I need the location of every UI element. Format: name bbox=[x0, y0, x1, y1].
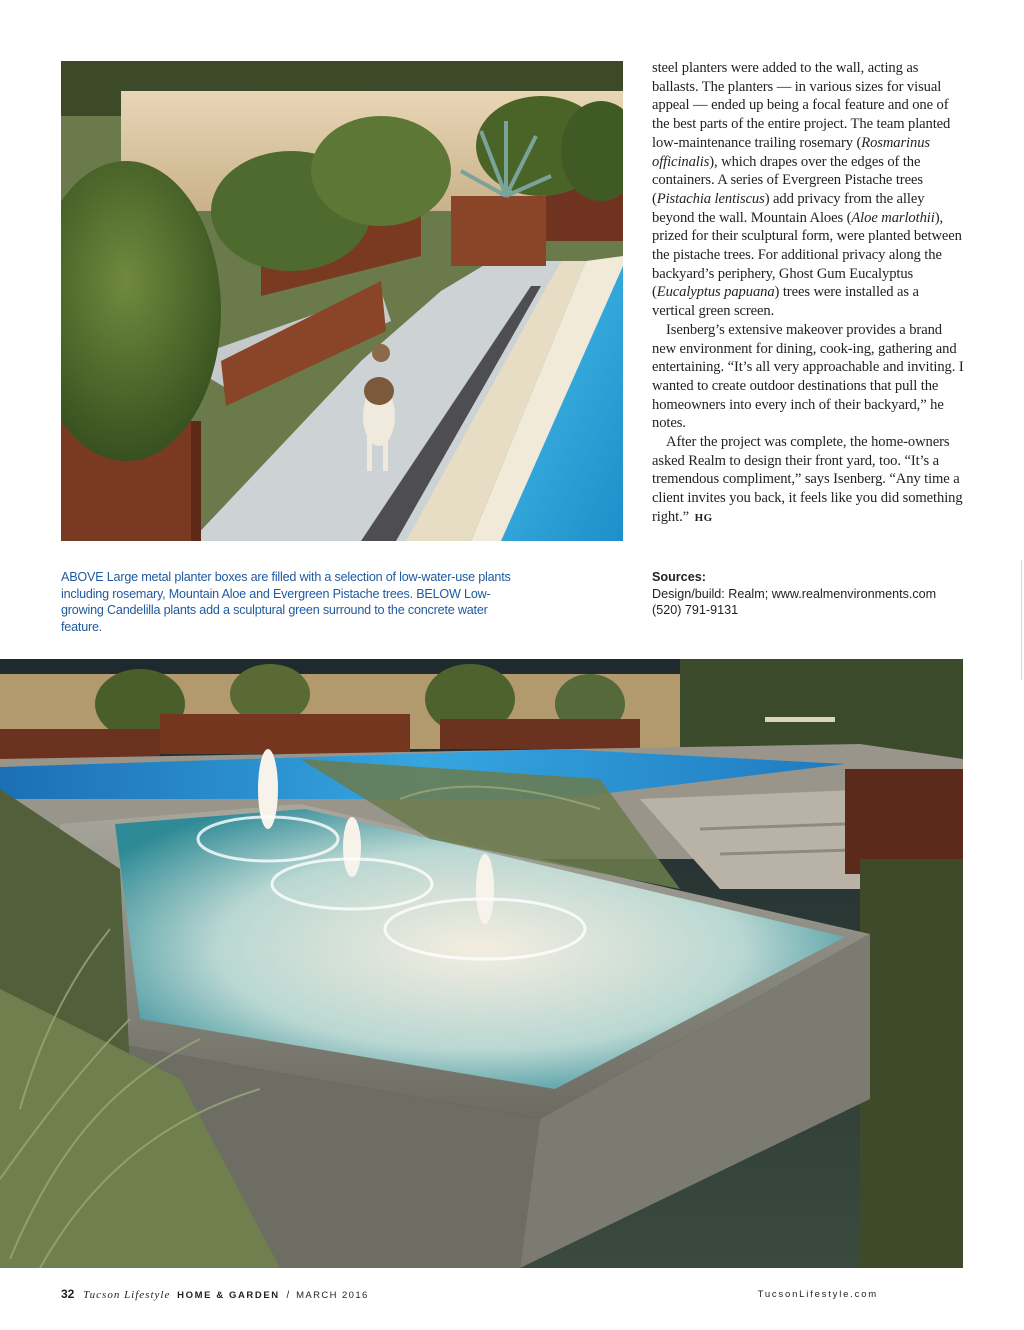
end-mark: HG bbox=[694, 511, 713, 524]
caption-above-text: Large metal planter boxes are filled with a selection of low-water-use plants including rosemary, Mountain Aloe and Evergreen Pistache trees. bbox=[61, 570, 511, 601]
paragraph-3: After the project was complete, the home-owners asked Realm to design their front yard, too. “It’s a tremendous compliment,” says Isenberg. “Any time a client invites you back, it feels like you did something right.” HG bbox=[652, 434, 963, 525]
bottom-photo bbox=[0, 659, 963, 1268]
section-name: HOME & GARDEN bbox=[177, 1290, 280, 1301]
botanical-name: Aloe marlothii bbox=[851, 209, 935, 226]
caption-below-text: Low-growing Candelilla plants add a sculptural green surround to the concrete water feature. bbox=[61, 586, 491, 634]
sources-line-2: (520) 791-9131 bbox=[652, 603, 739, 618]
footer-left bbox=[61, 1287, 369, 1301]
sources-heading: Sources: bbox=[652, 570, 706, 584]
page-number: 32 bbox=[61, 1287, 75, 1301]
footer-separator: / bbox=[286, 1290, 290, 1301]
botanical-name: Pistachia lentiscus bbox=[656, 190, 765, 207]
paragraph-2: Isenberg’s extensive makeover provides a brand new environment for dining, cook-ing, gathering and entertaining. “It’s all very approachable and inviting. I wanted to create outdoor destinations that pull the homeowners into every inch of their backyard,” he notes. bbox=[652, 321, 964, 432]
water-feature-image bbox=[0, 659, 963, 1268]
article-body bbox=[652, 59, 964, 528]
botanical-name: Rosmarinus officinalis bbox=[652, 134, 930, 170]
top-photo bbox=[61, 61, 623, 541]
issue-date: MARCH 2016 bbox=[296, 1290, 369, 1301]
caption-below-label: BELOW bbox=[416, 586, 461, 601]
website-link[interactable]: TucsonLifestyle.com bbox=[757, 1288, 878, 1300]
page-footer bbox=[61, 1286, 878, 1302]
page-edge bbox=[1021, 560, 1022, 680]
magazine-name: Tucson Lifestyle bbox=[83, 1289, 171, 1301]
planters-pool-image bbox=[61, 61, 623, 541]
photo-caption bbox=[61, 569, 521, 635]
caption-above-label: ABOVE bbox=[61, 570, 104, 584]
sources-box bbox=[652, 569, 972, 619]
botanical-name: Eucalyptus papuana bbox=[656, 284, 775, 301]
paragraph-1: steel planters were added to the wall, acting as ballasts. The planters — in various sizes for visual appeal — ended up being a focal feature and one of the best parts of the entire project. The team planted low-maintenance trailing rosemary (Rosmarinus officinalis), which drapes over the edges of the containers. A series of Evergreen Pistache trees (Pistachia lentiscus) add privacy from the alley beyond the wall. Mountain Aloes (Aloe marlothii), prized for their sculptural form, were planted between the pistache trees. For additional privacy along the backyard’s periphery, Ghost Gum Eucalyptus (Eucalyptus papuana) trees were installed as a vertical green screen. bbox=[652, 60, 962, 320]
sources-line-1: Design/build: Realm; www.realmenvironments.com bbox=[652, 586, 937, 601]
